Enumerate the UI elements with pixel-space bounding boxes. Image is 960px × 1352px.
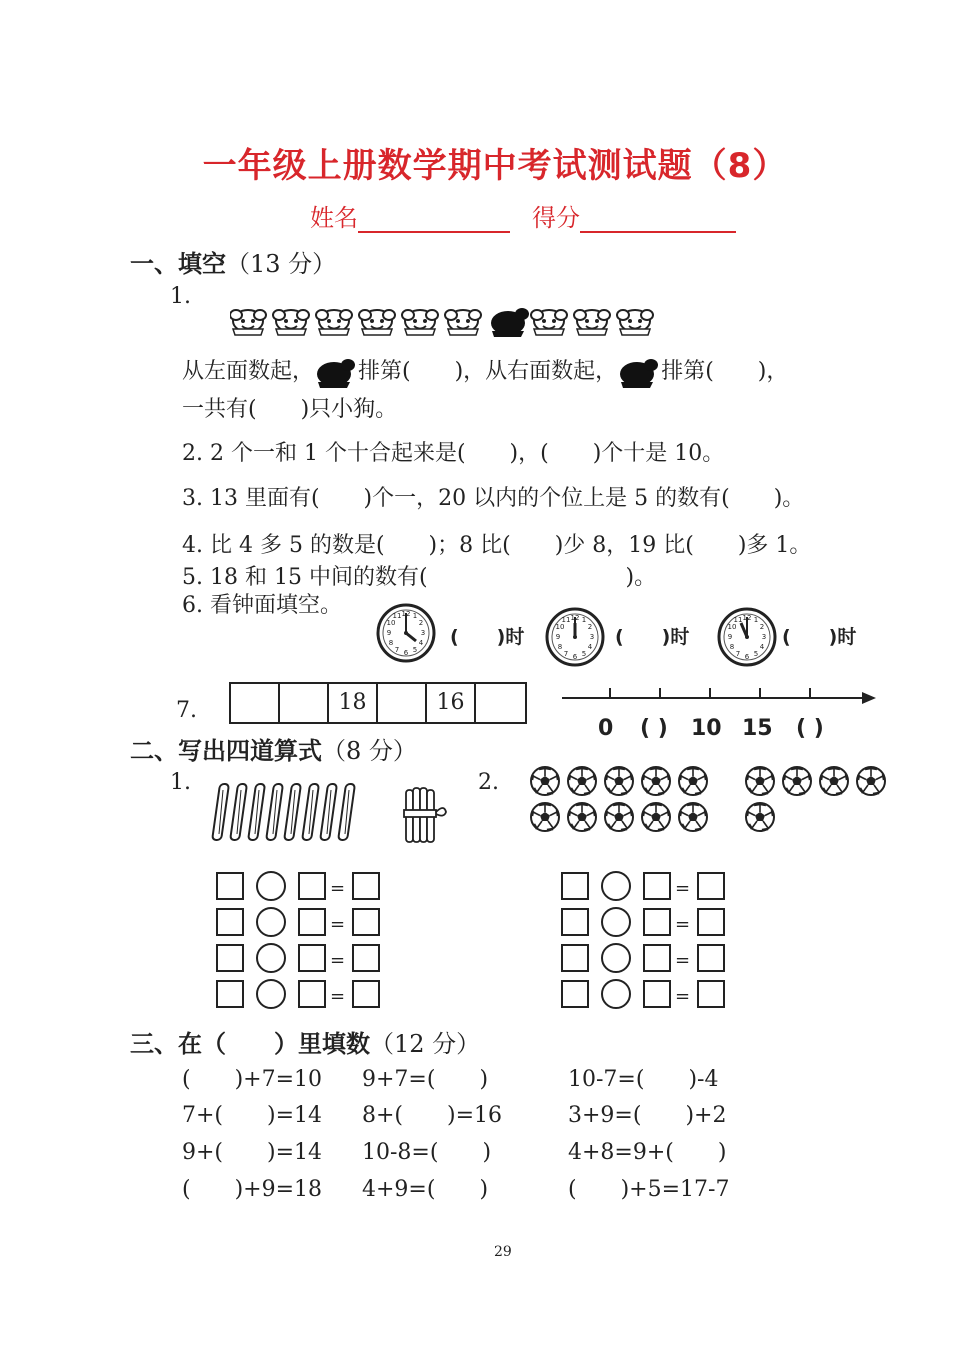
stick-icon (338, 784, 355, 840)
black-dog-icon (314, 356, 358, 388)
page-title: 一年级上册数学期中考试测试题（8） (202, 146, 788, 186)
q5: 5. 18 和 15 中间的数有( )。 (182, 565, 657, 590)
answer-box[interactable] (298, 872, 326, 900)
stick-icon (302, 784, 319, 840)
q1-line2: 一共有( )只小狗。 (182, 397, 398, 422)
fill-equation[interactable]: 7+( )=14 (182, 1103, 323, 1128)
q2: 2. 2 个一和 1 个十合起来是( )，( )个十是 10。 (182, 441, 725, 466)
sequence-cell[interactable] (378, 684, 427, 722)
ball-icon (746, 803, 774, 831)
clock-2-answer[interactable]: ( )时 (615, 626, 690, 648)
fill-equation[interactable]: 9+7=( ) (362, 1067, 489, 1092)
equation-grid-right (561, 870, 731, 1010)
answer-box[interactable] (216, 872, 244, 900)
ball-icon (642, 767, 670, 795)
answer-box[interactable] (561, 908, 589, 936)
ball-icon (568, 767, 596, 795)
stick-icon (266, 784, 283, 840)
equation-grid-left (216, 870, 386, 1010)
sequence-cell: 16 (427, 684, 476, 722)
answer-box[interactable] (697, 908, 725, 936)
operator-circle[interactable] (256, 907, 286, 937)
dog-icon (230, 310, 266, 335)
dog-icon (445, 310, 481, 335)
ball-icon (531, 767, 559, 795)
fill-equation[interactable]: ( )+7=10 (182, 1067, 323, 1092)
answer-box[interactable] (643, 872, 671, 900)
operator-circle[interactable] (256, 871, 286, 901)
answer-box[interactable] (216, 908, 244, 936)
equals-sign: = (330, 878, 346, 899)
q1-line1: 从左面数起， 排第( )，从右面数起， 排第( )， (182, 354, 788, 388)
sticks-illustration (210, 780, 460, 845)
answer-box[interactable] (697, 980, 725, 1008)
answer-box[interactable] (216, 980, 244, 1008)
fill-equation[interactable]: ( )+9=18 (182, 1177, 323, 1202)
sequence-cell: 18 (329, 684, 378, 722)
section-3-heading: 三、在（ ）里填数（12 分） (130, 1030, 481, 1058)
operator-circle[interactable] (601, 871, 631, 901)
numberline-label: 10 (691, 716, 722, 741)
score-field[interactable] (532, 198, 736, 233)
equals-sign: = (675, 950, 691, 971)
answer-box[interactable] (298, 980, 326, 1008)
dog-icon (273, 310, 309, 335)
fill-equation[interactable]: 8+( )=16 (362, 1103, 503, 1128)
ball-icon (679, 767, 707, 795)
equals-sign: = (675, 986, 691, 1007)
clock-1-answer[interactable]: ( )时 (450, 626, 525, 648)
numberline-blank[interactable]: ( ) (640, 716, 668, 741)
stick-icon (248, 784, 265, 840)
name-underline[interactable] (358, 205, 510, 233)
fill-equation[interactable]: 10-7=( )-4 (568, 1067, 719, 1092)
answer-box[interactable] (643, 980, 671, 1008)
ball-icon (605, 803, 633, 831)
answer-box[interactable] (298, 908, 326, 936)
stick-icon (284, 784, 301, 840)
dog-icon (316, 310, 352, 335)
numberline-blank[interactable]: ( ) (796, 716, 824, 741)
stick-icon (212, 784, 229, 840)
number-line (560, 682, 880, 712)
fill-equation[interactable]: 4+9=( ) (362, 1177, 489, 1202)
clock-icon (545, 607, 607, 669)
ball-icon (679, 803, 707, 831)
clock-3-answer[interactable]: ( )时 (782, 626, 857, 648)
operator-circle[interactable] (601, 907, 631, 937)
q7-number: 7. (176, 698, 197, 723)
black-dog-icon (617, 356, 661, 388)
black-dog-icon (491, 308, 529, 337)
stick-icon (320, 784, 337, 840)
ball-icon (531, 803, 559, 831)
answer-box[interactable] (352, 872, 380, 900)
operator-circle[interactable] (256, 979, 286, 1009)
dog-icon (617, 310, 653, 335)
q3: 3. 13 里面有( )个一，20 以内的个位上是 5 的数有( )。 (182, 486, 805, 511)
ball-icon (642, 803, 670, 831)
sequence-cell[interactable] (476, 684, 525, 722)
stick-icon (230, 784, 247, 840)
operator-circle[interactable] (601, 979, 631, 1009)
equals-sign: = (675, 878, 691, 899)
equals-sign: = (330, 986, 346, 1007)
q6: 6. 看钟面填空。 (182, 593, 342, 618)
answer-box[interactable] (352, 980, 380, 1008)
fill-equation[interactable]: 4+8=9+( ) (568, 1140, 727, 1165)
answer-box[interactable] (216, 944, 244, 972)
stick-bundle-icon (404, 788, 446, 842)
equals-sign: = (330, 950, 346, 971)
sequence-cell[interactable] (231, 684, 280, 722)
s2-q2-number: 2. (478, 770, 499, 795)
number-sequence-boxes (229, 682, 527, 724)
fill-equation[interactable]: 3+9=( )+2 (568, 1103, 727, 1128)
score-label: 得分 (532, 204, 580, 232)
q4: 4. 比 4 多 5 的数是( )；8 比( )少 8，19 比( )多 1。 (182, 533, 812, 558)
section-1-heading: 一、填空（13 分） (130, 250, 337, 278)
clock-icon (717, 607, 779, 669)
name-field[interactable] (310, 198, 510, 233)
answer-box[interactable] (697, 944, 725, 972)
balls-illustration (530, 764, 890, 836)
ball-icon (857, 767, 885, 795)
ball-icon (568, 803, 596, 831)
dog-icon (531, 310, 567, 335)
fill-equation[interactable]: 9+( )=14 (182, 1140, 323, 1165)
ball-icon (820, 767, 848, 795)
answer-box[interactable] (561, 980, 589, 1008)
numberline-label: 0 (598, 716, 614, 741)
answer-box[interactable] (643, 908, 671, 936)
equals-sign: = (330, 914, 346, 935)
clock-icon (376, 603, 438, 665)
name-label: 姓名 (310, 204, 358, 232)
answer-box[interactable] (561, 944, 589, 972)
operator-circle[interactable] (256, 943, 286, 973)
numberline-label: 15 (742, 716, 773, 741)
score-underline[interactable] (580, 205, 736, 233)
answer-box[interactable] (643, 944, 671, 972)
fill-equation[interactable]: ( )+5=17-7 (568, 1177, 730, 1202)
ball-icon (605, 767, 633, 795)
section-2-heading: 二、写出四道算式（8 分） (130, 737, 417, 765)
answer-box[interactable] (298, 944, 326, 972)
q1-number: 1. (170, 284, 191, 309)
s2-q1-number: 1. (170, 770, 191, 795)
sequence-cell[interactable] (280, 684, 329, 722)
ball-icon (783, 767, 811, 795)
answer-box[interactable] (697, 872, 725, 900)
operator-circle[interactable] (601, 943, 631, 973)
equals-sign: = (675, 914, 691, 935)
answer-box[interactable] (561, 872, 589, 900)
fill-equation[interactable]: 10-8=( ) (362, 1140, 492, 1165)
dog-icon (402, 310, 438, 335)
answer-box[interactable] (352, 908, 380, 936)
answer-box[interactable] (352, 944, 380, 972)
ball-icon (746, 767, 774, 795)
dog-row (230, 303, 670, 345)
dog-icon (359, 310, 395, 335)
page-number: 29 (494, 1244, 512, 1260)
dog-icon (574, 310, 610, 335)
